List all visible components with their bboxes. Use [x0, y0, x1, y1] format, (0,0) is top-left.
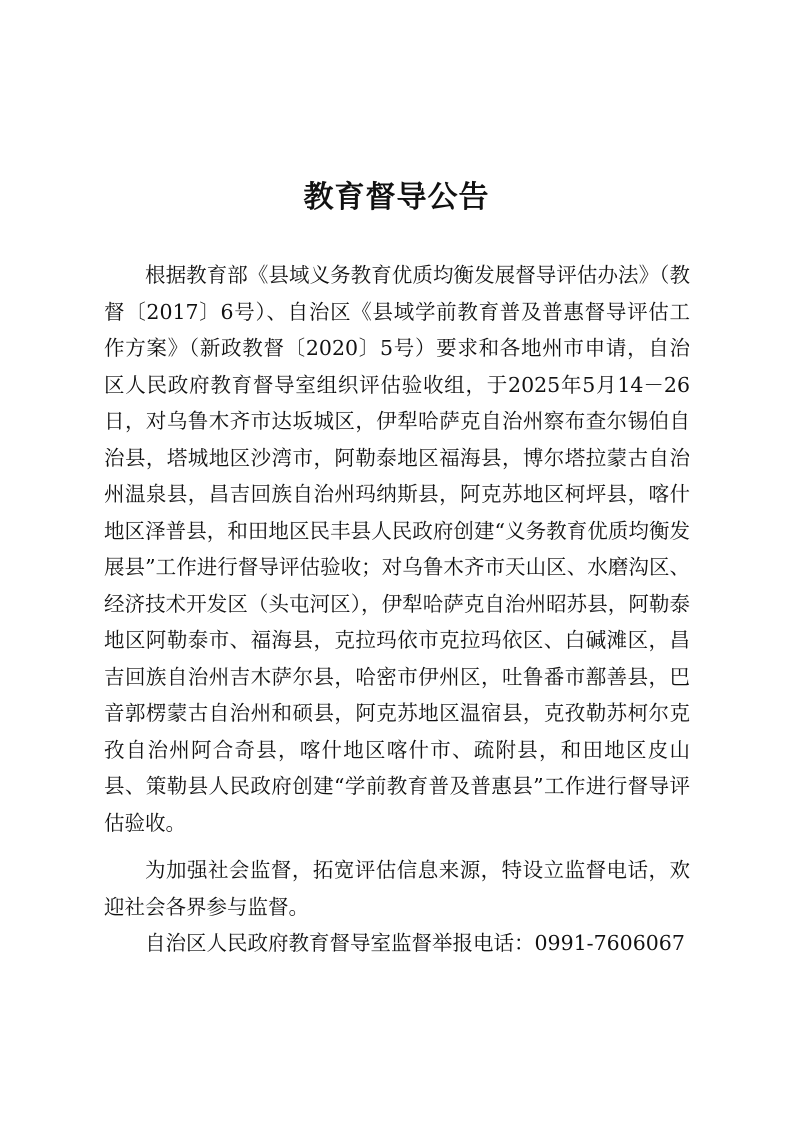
body-paragraph-1 — [104, 257, 690, 841]
body-paragraph-2 — [104, 852, 690, 925]
paragraph-text: 根据教育部《县域义务教育优质均衡发展督导评估办法》（教督〔2017〕6号）、自治区《县域学前教育普及普惠督导评估工作方案》（新政教督〔2020〕5号）要求和各地州市申请，自治区人民政府教育督导室组织评估验收组，于2025年5月14－26日，对乌鲁木齐市达坂城区，伊犁哈萨克自治州察布查尔锡伯自治县，塔城地区沙湾市，阿勒泰地区福海县，博尔塔拉蒙古自治州温泉县，昌吉回族自治州玛纳斯县，阿克苏地区柯坪县，喀什地区泽普县，和田地区民丰县人民政府创建“义务教育优质均衡发展县”工作进行督导评估验收；对乌鲁木齐市天山区、水磨沟区、经济技术开发区（头屯河区），伊犁哈萨克自治州昭苏县，阿勒泰地区阿勒泰市、福海县，克拉玛依市克拉玛依区、白碱滩区，昌吉回族自治州吉木萨尔县，哈密市伊州区，吐鲁番市鄯善县，巴音郭楞蒙古自治州和硕县，阿克苏地区温宿县，克孜勒苏柯尔克孜自治州阿合奇县，喀什地区喀什市、疏附县，和田地区皮山县、策勒县人民政府创建“学前教育普及普惠县”工作进行督导评估验收。 — [104, 263, 690, 835]
body-paragraph-3 — [104, 925, 690, 962]
paragraph-text: 为加强社会监督，拓宽评估信息来源，特设立监督电话，欢迎社会各界参与监督。 — [104, 858, 690, 919]
document-title: 教育督导公告 — [303, 180, 490, 215]
hotline-text: 自治区人民政府教育督导室监督举报电话：0991-7606067 — [145, 931, 685, 955]
